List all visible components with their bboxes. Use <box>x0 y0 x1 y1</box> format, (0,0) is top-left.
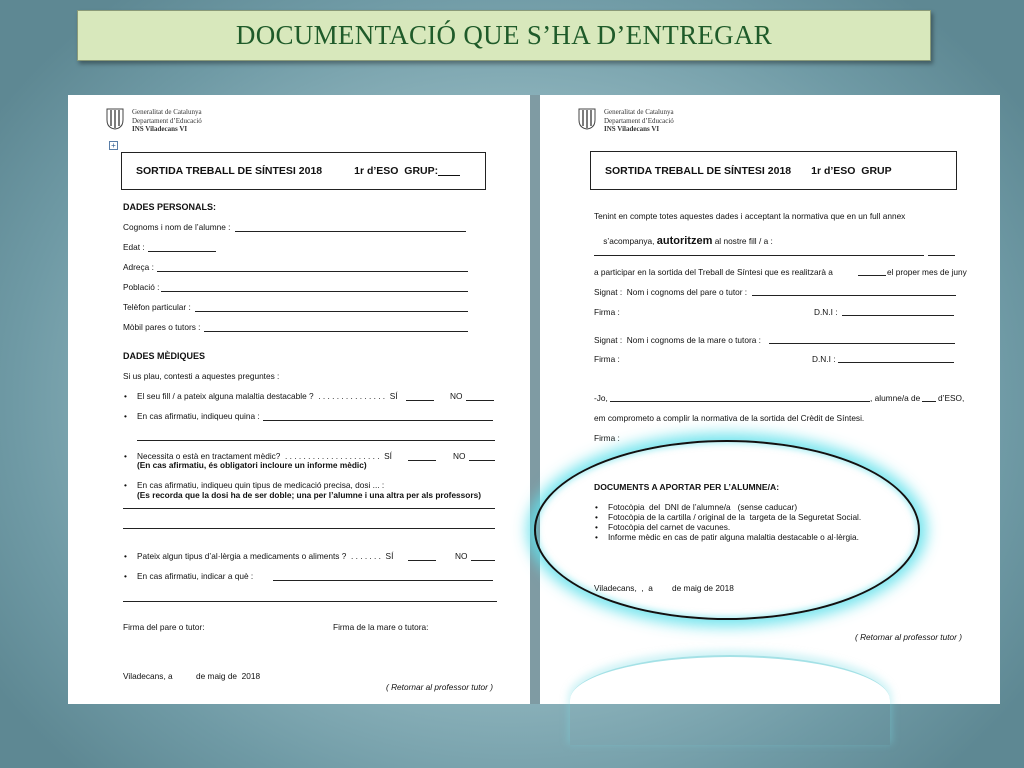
signat-father-line[interactable] <box>752 295 956 296</box>
docs-heading: DOCUMENTS A APORTAR PER L’ALUMNE/A: <box>594 482 780 492</box>
page-gutter <box>530 95 540 704</box>
header-line-3: INS Viladecans VI <box>604 125 660 133</box>
firma-student: Firma : <box>594 433 620 443</box>
field-age-line[interactable] <box>148 251 216 252</box>
doc-item-1: • Fotocòpia del DNI de l’alumne/a (sense caducar) <box>608 503 797 512</box>
catalonia-crest-icon <box>106 108 124 130</box>
group-blank <box>438 166 460 176</box>
q-treatment-yes-line[interactable] <box>408 460 436 461</box>
dni-father: D.N.I : <box>814 307 838 317</box>
q-illness: • El seu fill / a pateix alguna malaltia destacable ? . . . . . . . . . . . . . . . SÍ <box>137 391 398 401</box>
header-line-1: Generalitat de Catalunya <box>604 108 674 116</box>
eso-label: d’ESO, <box>938 393 965 403</box>
place-label: Viladecans, , a <box>594 583 653 593</box>
q-treatment-no-line[interactable] <box>469 460 495 461</box>
q-medication-line-1[interactable] <box>123 508 495 509</box>
field-name-line[interactable] <box>235 231 466 232</box>
dni-father-line[interactable] <box>842 315 954 316</box>
q-medication: • En cas afirmatiu, indiqueu quin tipus de medicació precisa, dosi ... : <box>137 480 384 490</box>
field-address: Adreça : <box>123 262 154 272</box>
auth-text-2: s’acompanya, autoritzem al nostre fill / a : <box>603 235 773 247</box>
doc-item-3: • Fotocòpia del carnet de vacunes. <box>608 523 730 532</box>
slide-title-box <box>77 10 931 61</box>
header-line-2: Departament d’Educació <box>604 116 674 125</box>
highlight-ellipse <box>534 440 920 620</box>
medical-intro: Si us plau, contesti a aquestes preguntes : <box>123 371 280 381</box>
school-header-right <box>578 108 674 134</box>
jo-label: -Jo, <box>594 393 608 403</box>
q-treatment: • Necessita o està en tractament mèdic? . . . . . . . . . . . . . . . . . . . . . SÍ <box>137 451 392 461</box>
form-title: SORTIDA TREBALL DE SÍNTESI 2018 <box>136 165 323 177</box>
field-phone: Telèfon particular : <box>123 302 191 312</box>
personal-heading: DADES PERSONALS: <box>123 202 217 212</box>
table-move-handle-icon[interactable]: + <box>109 141 118 150</box>
slide-title: DOCUMENTACIÓ QUE S’HA D’ENTREGAR <box>235 20 773 50</box>
participate-text-2: el proper mes de juny <box>887 267 967 277</box>
participate-blank[interactable] <box>858 275 886 276</box>
firma-father: Firma : <box>594 307 620 317</box>
field-age: Edat : <box>123 242 145 252</box>
signat-mother-line[interactable] <box>769 343 955 344</box>
q-allergy-yes-line[interactable] <box>408 560 436 561</box>
field-name: Cognoms i nom de l’alumne : <box>123 222 231 232</box>
q-allergy-which-line[interactable] <box>273 580 493 581</box>
q-allergy-which-line-2[interactable] <box>123 601 497 602</box>
dni-mother: D.N.I : <box>812 354 836 364</box>
authorize-word: autoritzem <box>656 235 713 247</box>
q-which-line[interactable] <box>263 420 493 421</box>
ellipse-reflection <box>570 655 890 745</box>
form-title: SORTIDA TREBALL DE SÍNTESI 2018 <box>605 164 792 177</box>
place-label: Viladecans, a <box>123 671 173 681</box>
student-name-line[interactable] <box>594 255 924 256</box>
q-allergy-which: • En cas afirmatiu, indicar a què : <box>137 571 253 581</box>
doc-item-4: • Informe mèdic en cas de patir alguna malaltia destacable o al·lèrgia. <box>608 533 859 542</box>
dni-mother-line[interactable] <box>838 362 954 363</box>
participate-text: a participar en la sortida del Treball de Síntesi que es realitzarà a <box>594 267 833 277</box>
q-treatment-no: NO <box>453 451 466 461</box>
medical-heading: DADES MÈDIQUES <box>123 351 206 361</box>
form-title-box <box>121 152 486 190</box>
q-illness-no-line[interactable] <box>466 400 494 401</box>
field-mobile: Mòbil pares o tutors : <box>123 322 201 332</box>
form-group: 1r d’ESO GRUP: <box>354 165 439 177</box>
header-line-3: INS Viladecans VI <box>132 125 188 133</box>
field-address-line[interactable] <box>157 271 468 272</box>
form-group: 1r d’ESO GRUP <box>811 164 892 177</box>
field-town-line[interactable] <box>161 291 468 292</box>
q-illness-yes-line[interactable] <box>406 400 434 401</box>
alumne-label: , alumne/a de <box>870 393 921 403</box>
signat-mother: Signat : Nom i cognoms de la mare o tutora : <box>594 335 761 345</box>
doc-item-2: • Fotocòpia de la cartilla / original de la targeta de la Seguretat Social. <box>608 513 861 522</box>
date-label: de maig de 2018 <box>672 583 734 593</box>
header-line-1: Generalitat de Catalunya <box>132 108 202 116</box>
q-allergy-no-line[interactable] <box>471 560 495 561</box>
catalonia-crest-icon <box>578 108 596 130</box>
firma-mother: Firma : <box>594 354 620 364</box>
jo-name-line[interactable] <box>610 401 870 402</box>
form-page-left <box>68 95 530 704</box>
sign-mother-label: Firma de la mare o tutora: <box>333 622 429 632</box>
q-allergy: • Pateix algun tipus d’al·lèrgia a medicaments o aliments ? . . . . . . . SÍ <box>137 551 393 561</box>
form-title-box <box>590 151 957 190</box>
q-treatment-note: (En cas afirmatiu, és obligatori incloure un informe mèdic) <box>137 460 367 470</box>
auth-text-1: Tenint en compte totes aquestes dades i acceptant la normativa que en un full annex <box>594 211 906 221</box>
field-phone-line[interactable] <box>195 311 468 312</box>
q-which: • En cas afirmatiu, indiqueu quina : <box>137 411 260 421</box>
return-note: ( Retornar al professor tutor ) <box>386 682 493 692</box>
return-note: ( Retornar al professor tutor ) <box>855 632 962 642</box>
q-which-line-2[interactable] <box>137 440 495 441</box>
student-name-line-2[interactable] <box>928 255 955 256</box>
field-mobile-line[interactable] <box>204 331 468 332</box>
q-illness-no: NO <box>450 391 463 401</box>
q-medication-note: (Es recorda que la dosi ha de ser doble; una per l’alumne i una altra per als professors) <box>137 490 481 500</box>
commitment-text: em comprometo a complir la normativa de la sortida del Crèdit de Síntesi. <box>594 413 865 423</box>
field-town: Població : <box>123 282 160 292</box>
header-line-2: Departament d’Educació <box>132 116 202 125</box>
school-header <box>106 108 202 134</box>
course-blank[interactable] <box>922 401 936 402</box>
q-allergy-no: NO <box>455 551 468 561</box>
date-label: de maig de 2018 <box>196 671 261 681</box>
q-medication-line-2[interactable] <box>123 528 495 529</box>
sign-father-label: Firma del pare o tutor: <box>123 622 205 632</box>
signat-father: Signat : Nom i cognoms del pare o tutor : <box>594 287 748 297</box>
